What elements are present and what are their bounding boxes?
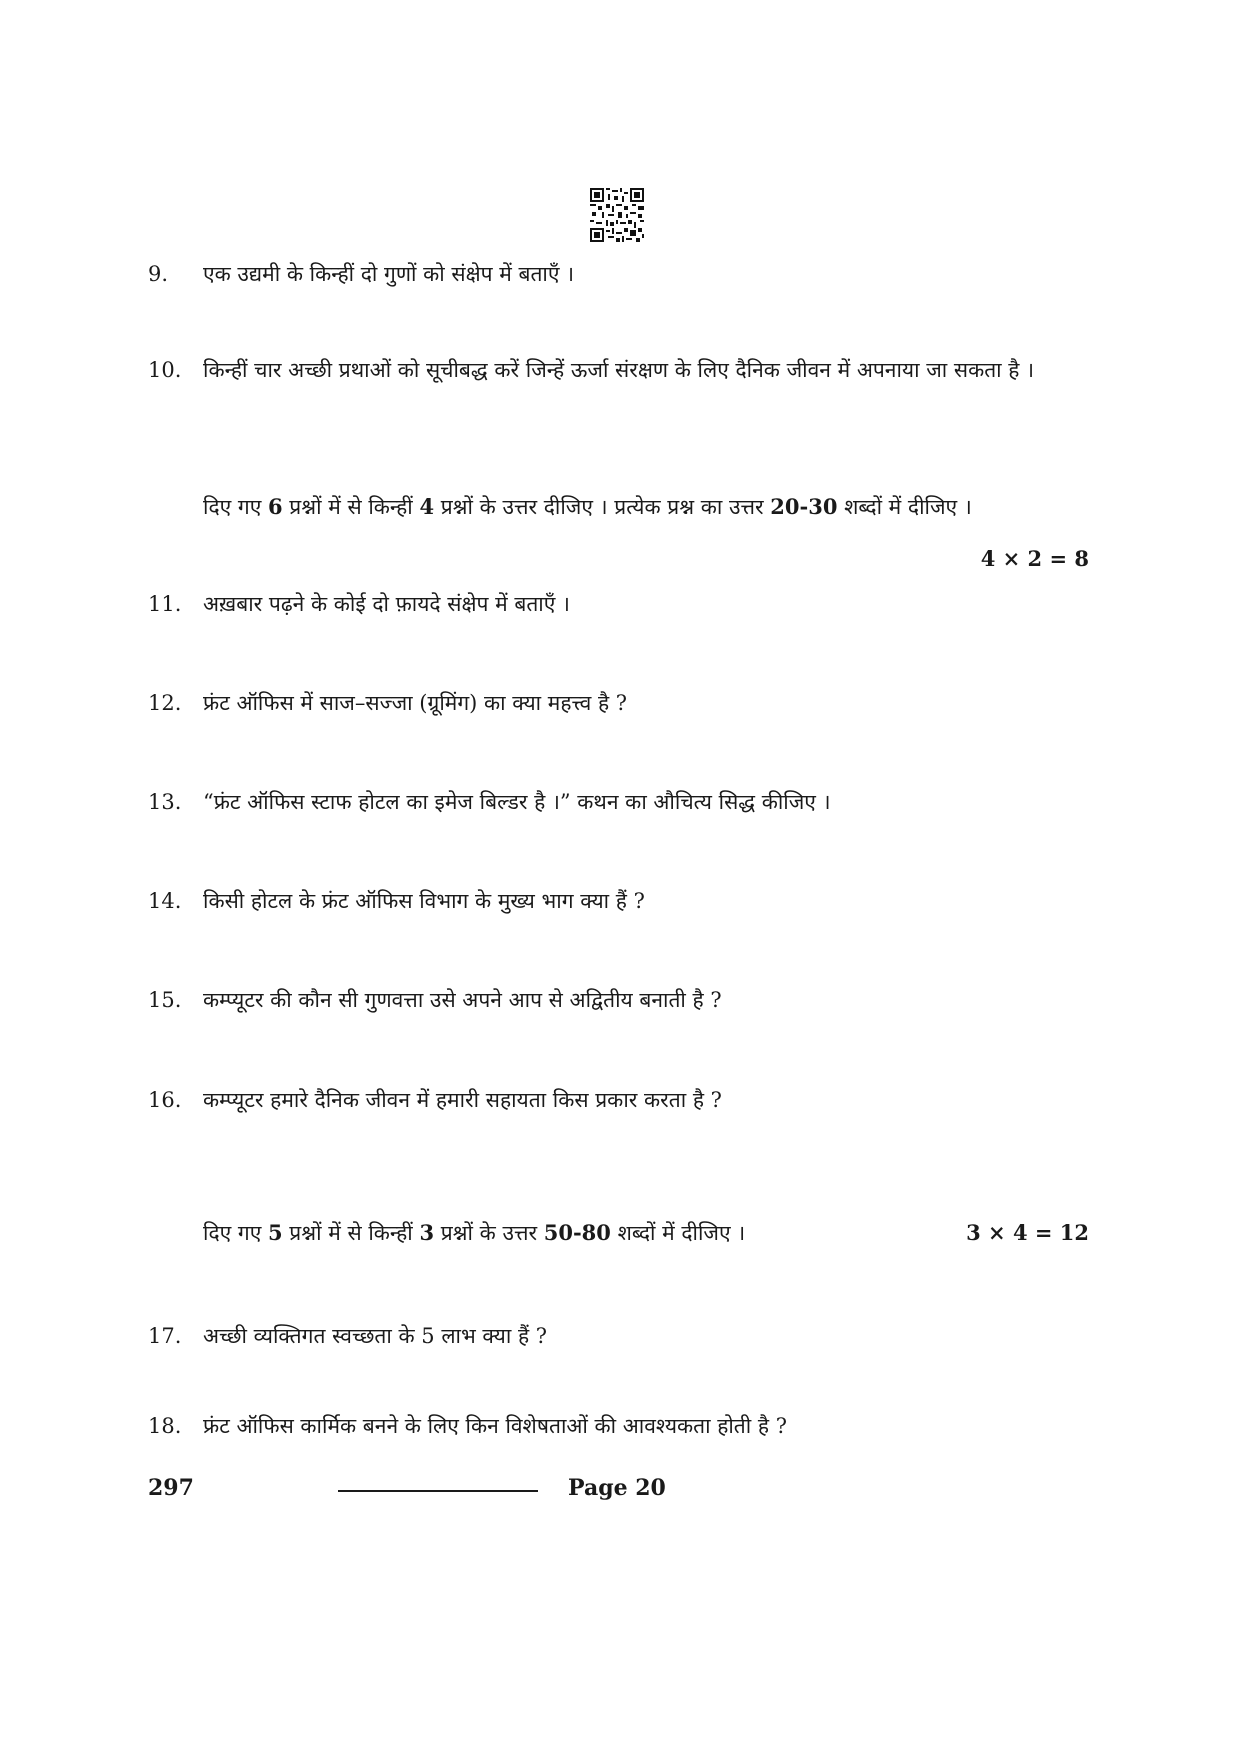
question-number: 13. (148, 790, 182, 814)
question-number: 16. (148, 1088, 182, 1112)
question-number: 17. (148, 1324, 182, 1348)
question-text: अच्छी व्यक्तिगत स्वच्छता के 5 लाभ क्या हैं ? (203, 1324, 548, 1348)
question-text: कम्प्यूटर हमारे दैनिक जीवन में हमारी सहायता किस प्रकार करता है ? (203, 1088, 722, 1112)
question-text: किसी होटल के फ्रंट ऑफिस विभाग के मुख्य भाग क्या हैं ? (203, 889, 645, 913)
section-instruction-long: दिए गए 5 प्रश्नों में से किन्हीं 3 प्रश्नों के उत्तर 50-80 शब्दों में दीजिए । (203, 1220, 746, 1245)
section-marks-short: 4 × 2 = 8 (980, 546, 1089, 571)
question-number: 12. (148, 691, 182, 715)
question-text: किन्हीं चार अच्छी प्रथाओं को सूचीबद्ध करें जिन्हें ऊर्जा संरक्षण के लिए दैनिक जीवन में अपनाया जा सकता है । (203, 358, 1035, 382)
question-number: 15. (148, 988, 182, 1012)
question-text: फ्रंट ऑफिस कार्मिक बनने के लिए किन विशेषताओं की आवश्यकता होती है ? (203, 1414, 787, 1438)
footer-divider (338, 1490, 538, 1492)
question-text: अख़बार पढ़ने के कोई दो फ़ायदे संक्षेप में बताएँ । (203, 592, 570, 616)
question-number: 9. (148, 262, 169, 286)
question-text: एक उद्यमी के किन्हीं दो गुणों को संक्षेप में बताएँ । (203, 262, 575, 286)
question-number: 14. (148, 889, 182, 913)
qr-code-icon (590, 188, 644, 242)
paper-code: 297 (148, 1475, 194, 1501)
question-text: कम्प्यूटर की कौन सी गुणवत्ता उसे अपने आप से अद्वितीय बनाती है ? (203, 988, 722, 1012)
question-text: “फ्रंट ऑफिस स्टाफ होटल का इमेज बिल्डर है ।” कथन का औचित्य सिद्ध कीजिए । (203, 790, 831, 814)
question-number: 10. (148, 358, 182, 382)
question-text: फ्रंट ऑफिस में साज–सज्जा (ग्रूमिंग) का क्या महत्त्व है ? (203, 691, 628, 715)
section-marks-long: 3 × 4 = 12 (966, 1220, 1089, 1245)
section-instruction-short: दिए गए 6 प्रश्नों में से किन्हीं 4 प्रश्नों के उत्तर दीजिए । प्रत्येक प्रश्न का उत्तर 20-30 शब्दों में दीजिए । (203, 494, 972, 519)
page-number: Page 20 (568, 1475, 666, 1501)
question-number: 11. (148, 592, 182, 616)
question-number: 18. (148, 1414, 182, 1438)
